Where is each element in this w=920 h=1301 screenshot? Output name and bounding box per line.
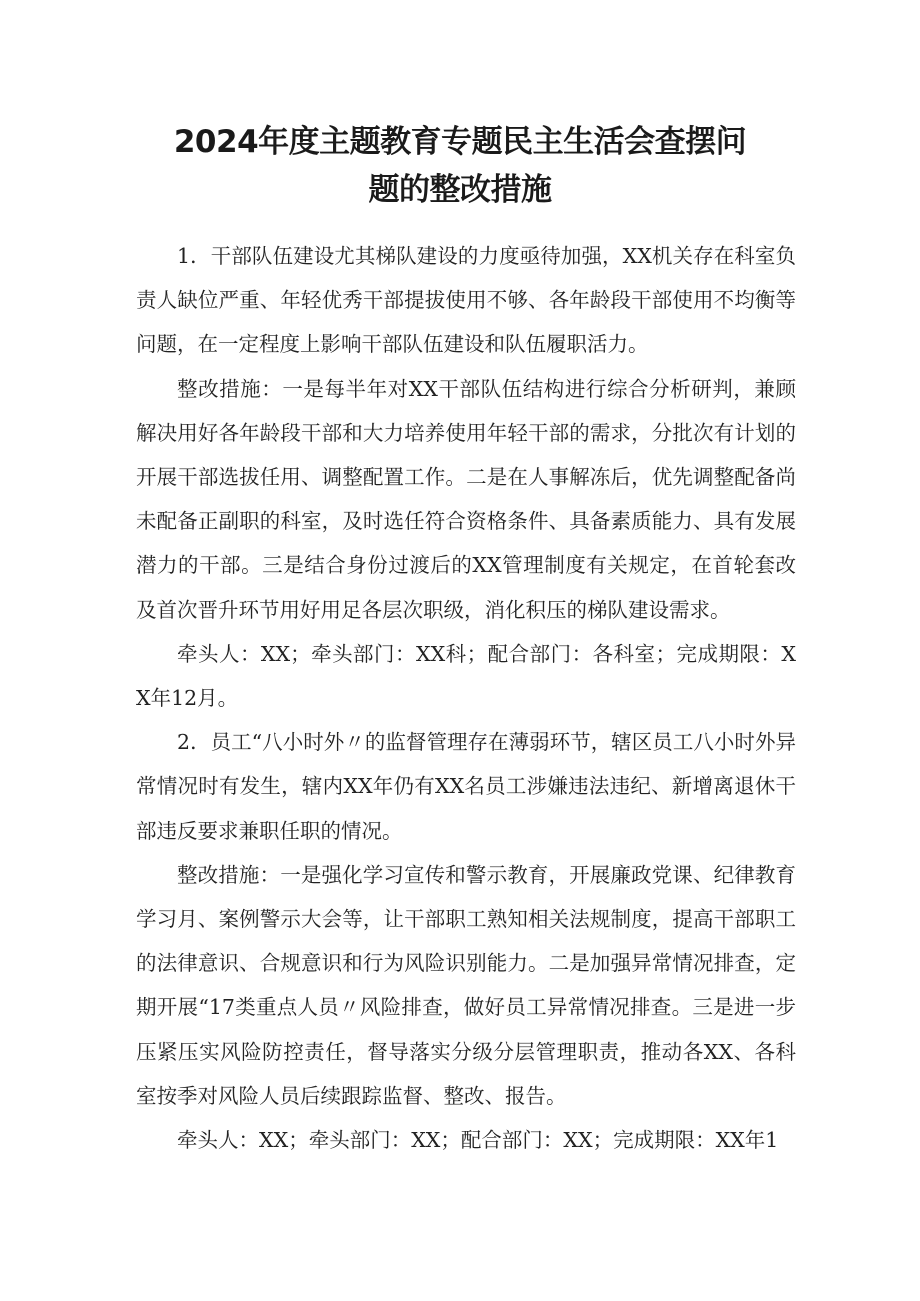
issue-paragraph-2: 2．员工“八小时外〃的监督管理存在薄弱环节，辖区员工八小时外异常情况时有发生，辖内XX年仍有XX名员工涉嫌违法违纪、新增离退休干部违反要求兼职任职的情况。 <box>136 730 796 843</box>
document-body <box>136 234 796 1162</box>
responsibility-paragraph-2: 牵头人：XX；牵头部门：XX；配合部门：XX；完成期限：XX年1 <box>177 1128 779 1153</box>
issue-paragraph-1: 1．干部队伍建设尤其梯队建设的力度亟待加强，XX机关存在科室负责人缺位严重、年轻优秀干部提拔使用不够、各年龄段干部使用不均衡等问题，在一定程度上影响干部队伍建设和队伍履职活力。 <box>136 244 796 357</box>
measures-paragraph-2: 整改措施：一是强化学习宣传和警示教育，开展廉政党课、纪律教育学习月、案例警示大会等，让干部职工熟知相关法规制度，提高干部职工的法律意识、合规意识和行为风险识别能力。二是加强异常情况排查，定期开展“17类重点人员〃风险排查，做好员工异常情况排查。三是进一步压紧压实风险防控责任，督导落实分级分层管理职责，推动各XX、各科室按季对风险人员后续跟踪监督、整改、报告。 <box>136 862 796 1108</box>
measures-paragraph-1: 整改措施：一是每半年对XX干部队伍结构进行综合分析研判，兼顾解决用好各年龄段干部和大力培养使用年轻干部的需求，分批次有计划的开展干部选拔任用、调整配置工作。二是在人事解冻后，优先调整配备尚未配备正副职的科室，及时选任符合资格条件、具备素质能力、具有发展潜力的干部。三是结合身份过渡后的XX管理制度有关规定，在首轮套改及首次晋升环节用好用足各层次职级，消化积压的梯队建设需求。 <box>136 376 796 622</box>
document-title-line-1: 2024年度主题教育专题民主生活会查摆问 <box>173 124 747 160</box>
document-title-line-2: 题的整改措施 <box>368 172 552 208</box>
responsibility-paragraph-1: 牵头人：XX；牵头部门：XX科；配合部门：各科室；完成期限：XX年12月。 <box>136 641 796 711</box>
